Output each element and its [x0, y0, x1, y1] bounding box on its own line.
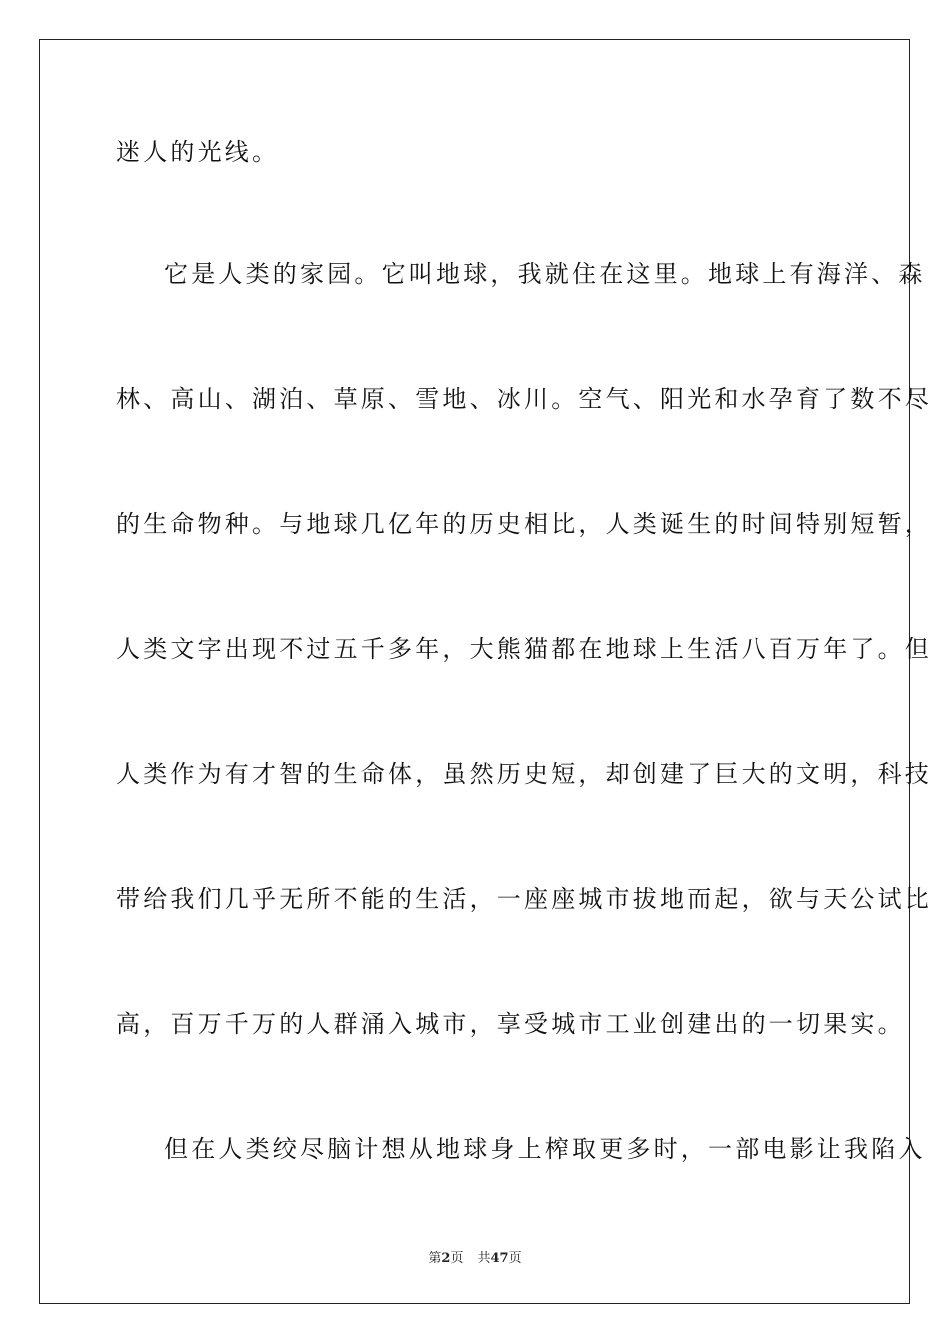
text-line-5: 人类文字出现不过五千多年，大熊猫都在地球上生活八百万年了。但 [116, 635, 932, 663]
page-footer [0, 1247, 950, 1266]
total-suffix: 页 [508, 1251, 522, 1266]
text-line-4: 的生命物种。与地球几亿年的历史相比，人类诞生的时间特别短暂， [116, 510, 932, 538]
page-frame [39, 39, 932, 1304]
text-line-2: 它是人类的家园。它叫地球，我就住在这里。地球上有海洋、森 [164, 260, 926, 288]
text-line-1: 迷人的光线。 [116, 138, 280, 166]
page-suffix: 页 [450, 1251, 464, 1266]
page-prefix: 第 [428, 1251, 442, 1266]
text-line-3: 林、高山、湖泊、草原、雪地、冰川。空气、阳光和水孕育了数不尽 [116, 385, 932, 413]
total-prefix: 共 [477, 1251, 491, 1266]
text-line-6: 人类作为有才智的生命体，虽然历史短，却创建了巨大的文明，科技 [116, 760, 932, 788]
text-line-7: 带给我们几乎无所不能的生活，一座座城市拔地而起，欲与天公试比 [116, 885, 932, 913]
total-pages: 47 [490, 1251, 509, 1266]
text-line-8: 高，百万千万的人群涌入城市，享受城市工业创建出的一切果实。 [116, 1010, 905, 1038]
text-line-9: 但在人类绞尽脑计想从地球身上榨取更多时，一部电影让我陷入 [164, 1135, 926, 1163]
page-number: 2 [441, 1251, 451, 1266]
